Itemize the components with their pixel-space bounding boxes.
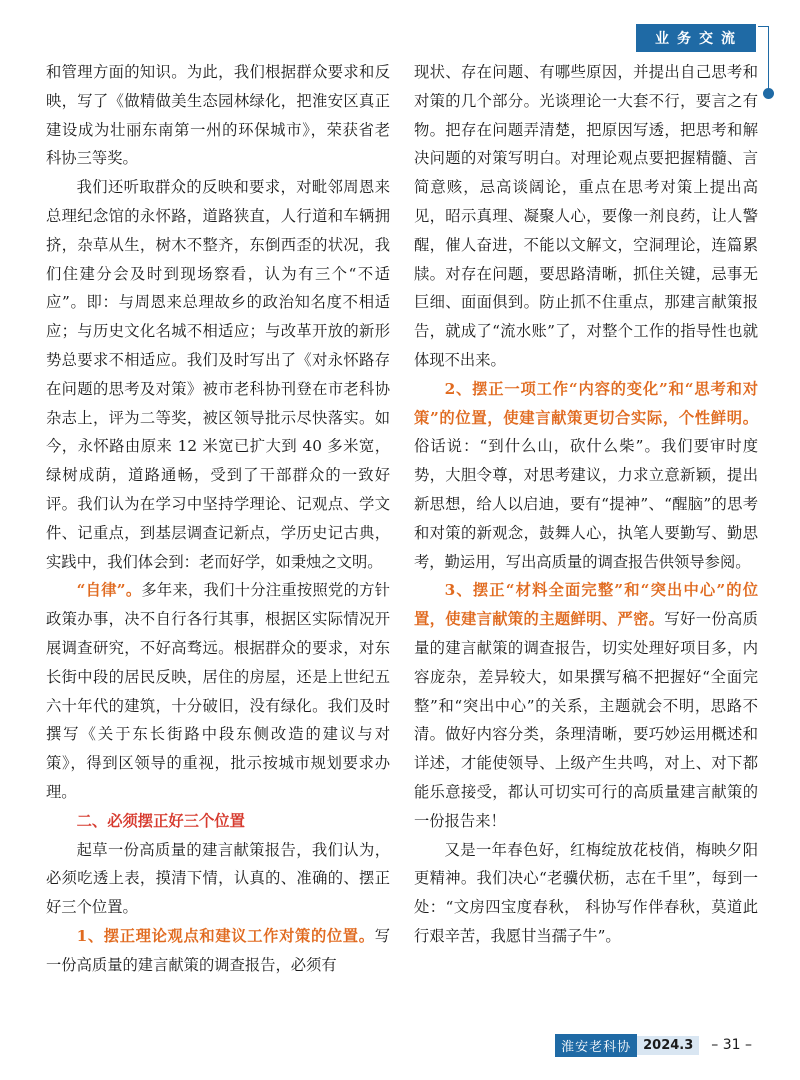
paragraph <box>414 576 758 835</box>
issue-number: 2024.3 <box>637 1036 699 1055</box>
paragraph: 起草一份高质量的建言献策报告，我们认为，必须吃透上表，摸清下情，认真的、准确的、摆正好三个位置。 <box>46 840 390 917</box>
paragraph <box>414 375 758 577</box>
paragraph-lead: 3、摆正“材料全面完整”和“突出中心”的位置，使建言献策的主题鲜明、严密。 <box>414 581 758 629</box>
paragraph-body: 多年来，我们十分注重按照党的方针政策办事，决不自行各行其事，根据区实际情况开展调查研究，不好高骛远。根据群众的要求，对东长街中段的居民反映，居住的房屋，还是上世纪五六十年代的建筑，十分破旧，没有绿化。我们及时撰写《关于东长街路中段东侧改造的建议与对策》，得到区领导的重视，批示按城市规划要求办理。 <box>46 581 390 801</box>
paragraph-lead: 2、摆正一项工作“内容的变化”和“思考和对策”的位置，使建言献策更切合实际，个性鲜明。 <box>414 379 758 427</box>
paragraph <box>46 576 390 806</box>
right-column <box>414 58 758 951</box>
section-heading: 二、必须摆正好三个位置 <box>76 811 245 830</box>
paragraph: 我们还听取群众的反映和要求，对毗邻周恩来总理纪念馆的永怀路，道路狭直，人行道和车辆拥挤，杂草从生，树木不整齐，东倒西歪的状况，我们住建分会及时到现场察看，认为有三个“不适应”。即：与周恩来总理故乡的政治知名度不相适应；与历史文化名城不相适应；与改革开放的新形势总要求不相适应。我们及时写出了《对永怀路存在问题的思考及对策》被市老科协刊登在市老科协杂志上，评为二等奖，被区领导批示尽快落实。如今，永怀路由原来 12 米宽已扩大到 40 多米宽， 绿树成荫，道路通畅，受到了干部群众的一致好评。我们认为在学习中坚持学理论、记观点、学文件、记重点，到基层调查记新点，学历史记古典，实践中，我们体会到：老而好学，如秉烛之文明。 <box>46 178 390 571</box>
page-number: – 31 – <box>711 1037 752 1053</box>
paragraph-body: 俗话说：“到什么山，砍什么柴”。我们要审时度势，大胆令尊，对思考建议，力求立意新颖，提出新思想，给人以启迪，要有“提神”、“醒脑”的思考和对策的新观念，鼓舞人心，执笔人要勤写、勤思考，勤运用，写出高质量的调查报告供领导参阅。 <box>414 437 758 571</box>
header-dot-decoration <box>763 88 774 99</box>
section-label: 业务交流 <box>636 24 756 52</box>
left-column <box>46 58 390 980</box>
page-footer <box>555 1034 752 1056</box>
paragraph-body: 写好一份高质量的建言献策的调查报告，切实处理好项目多，内容庞杂，差异较大，如果撰写稿不把握好“全面完整”和“突出中心”的关系，主题就会不明，思路不清。做好内容分类，条理清晰，要巧妙运用概述和详述，才能使领导、上级产生共鸣，对上、对下都能乐意接受，都认可切实可行的高质量建言献策的一份报告来！ <box>414 610 758 830</box>
paragraph: 又是一年春色好，红梅绽放花枝俏，梅映夕阳更精神。我们决心“老骥伏枥，志在千里”，每到一处：“文房四宝度春秋， 科协写作伴春秋，莫道此行艰辛苦，我愿甘当孺子牛”。 <box>414 840 758 945</box>
paragraph-lead: “自律”。 <box>76 581 142 600</box>
paragraph-body: 写一份高质量的建言献策的调查报告，必须有 <box>46 926 390 974</box>
paragraph: 和管理方面的知识。为此，我们根据群众要求和反映，写了《做精做美生态园林绿化，把淮安区真正建设成为壮丽东南第一州的环保城市》，荣获省老科协三等奖。 <box>46 63 390 168</box>
header-bracket-decoration <box>758 26 769 92</box>
paragraph <box>46 922 390 980</box>
paragraph: 现状、存在问题、有哪些原因，并提出自己思考和对策的几个部分。光谈理论一大套不行，要言之有物。把存在问题弄清楚，把原因写透，把思考和解决问题的对策写明白。对理论观点要把握精髓、言简意赅，忌高谈阔论，重点在思考对策上提出高见，昭示真理、凝聚人心，要像一剂良药，让人警醒，催人奋进，不能以文解文，空洞理论，连篇累牍。对存在问题，要思路清晰，抓住关键，忌事无巨细、面面俱到。防止抓不住重点，那建言献策报告，就成了“流水账”了，对整个工作的指导性也就体现不出来。 <box>414 63 758 369</box>
magazine-name: 淮安老科协 <box>555 1034 637 1057</box>
paragraph-lead: 1、摆正理论观点和建议工作对策的位置。 <box>76 926 375 945</box>
